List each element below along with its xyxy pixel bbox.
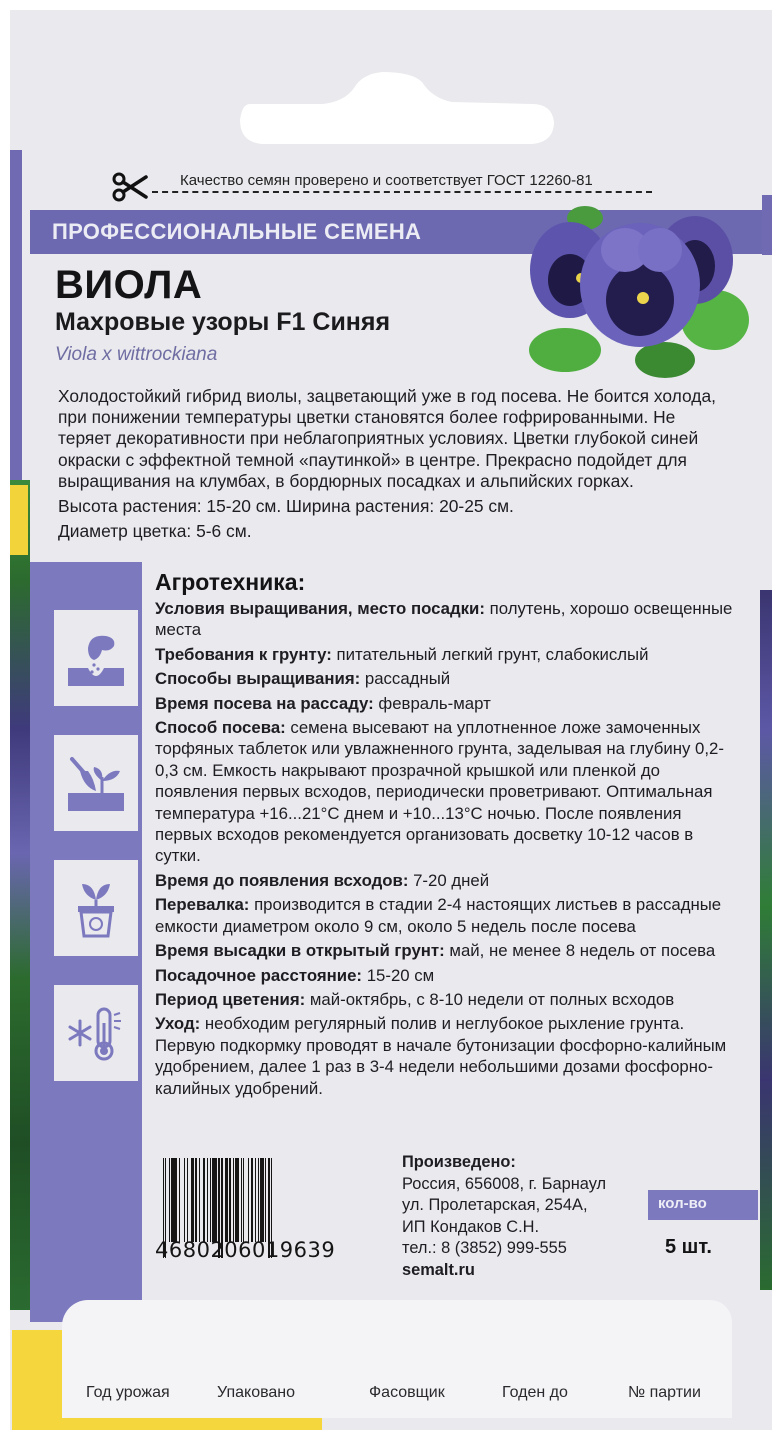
producer-heading: Произведено: — [402, 1153, 516, 1171]
hang-hole — [232, 70, 562, 148]
agro-label: Время посева на рассаду: — [155, 693, 374, 713]
agro-value: производится в стадии 2-4 настоящих листьев в рассадные емкости диаметром около 9 см, около 5 недель после посева — [155, 895, 722, 936]
agro-value: питательный легкий грунт, слабокислый — [336, 644, 649, 664]
right-edge-purple — [762, 195, 772, 255]
agro-value: май, не менее 8 недель от посева — [449, 941, 716, 961]
band-title: ПРОФЕССИОНАЛЬНЫЕ СЕМЕНА — [52, 219, 422, 244]
scissors-icon — [112, 172, 148, 202]
agro-value: 7-20 дней — [413, 870, 490, 890]
best-before-label: Годен до — [502, 1384, 568, 1401]
agro-value: необходим регулярный полив и неглубокое рыхление грунта. Первую подкормку проводят в начале бутонизации фосфорно-калийным удобрением, далее 1 раз в 3-4 недели небольшими дозами фосфорно-калийных удобрений. — [155, 1014, 727, 1098]
agro-value: семена высевают на уплотненное ложе замоченных торфяных таблеток или увлажненного грунта, заделывая на глубину 0,2-0,3 см. Емкость накрывают прозрачной крышкой или пленкой до появления первых всходов, периодически проветривают. Оптимальная температура +16...21°С днем и +10...13°С ночью. После появления первых всходов рекомендуется организовать досветку 10-12 часов в сутки. — [155, 718, 724, 866]
pansy-flower-image — [515, 200, 755, 380]
agro-value: полутень, хорошо освещенные места — [155, 599, 733, 640]
quantity-label: кол-во — [648, 1190, 758, 1220]
agro-row — [155, 644, 735, 665]
agrotechnics-section — [155, 568, 735, 1102]
agro-row — [155, 668, 735, 689]
agro-label: Время высадки в открытый грунт: — [155, 941, 445, 961]
barcode-bars — [163, 1158, 379, 1242]
agro-value: февраль-март — [378, 693, 491, 713]
agro-value: рассадный — [364, 669, 451, 689]
agro-row — [155, 598, 735, 641]
agro-row — [155, 717, 735, 867]
agro-label: Условия выращивания, место посадки: — [155, 599, 485, 618]
cut-line — [112, 170, 652, 200]
producer-website: semalt.ru — [402, 1260, 475, 1279]
product-variety: Махровые узоры F1 Синяя — [55, 308, 391, 336]
packed-label: Упаковано — [217, 1384, 296, 1401]
agro-label: Требования к грунту: — [155, 644, 332, 664]
agro-label: Способы выращивания: — [155, 669, 361, 689]
agro-row — [155, 894, 735, 937]
barcode — [155, 1158, 383, 1270]
producer-phone: тел.: 8 (3852) 999-555 — [402, 1239, 567, 1257]
agro-value: май-октябрь, с 8-10 недели от полных всходов — [309, 989, 675, 1009]
planting-seedling-icon — [54, 735, 138, 831]
cut-dashed-line — [152, 191, 652, 193]
agro-label: Период цветения: — [155, 989, 306, 1009]
agro-label: Посадочное расстояние: — [155, 965, 363, 985]
barcode-number: 4680206019639 — [155, 1238, 336, 1262]
stamp-labels — [62, 1384, 732, 1408]
product-description — [58, 386, 718, 542]
gost-quality-text: Качество семян проверено и соответствует ГОСТ 12260-81 — [180, 172, 593, 189]
quantity-value: 5 шт. — [665, 1236, 712, 1258]
agro-label: Время до появления всходов: — [155, 870, 409, 890]
left-edge-yellow — [10, 485, 28, 555]
agro-row — [155, 1013, 735, 1099]
agro-row — [155, 870, 735, 891]
batch-number-label: № партии — [628, 1384, 701, 1401]
agro-label: Перевалка: — [155, 895, 250, 915]
agrotechnics-heading: Агротехника: — [155, 569, 306, 595]
left-edge-art — [10, 480, 30, 1310]
product-latin-name: Viola x wittrockiana — [55, 344, 218, 365]
packer-label: Фасовщик — [369, 1384, 445, 1401]
harvest-year-label: Год урожая — [86, 1384, 170, 1401]
product-title: ВИОЛА — [55, 263, 203, 307]
left-edge-purple — [10, 150, 22, 480]
frost-thermometer-icon — [54, 985, 138, 1081]
agro-row — [155, 965, 735, 986]
agro-row — [155, 693, 735, 714]
producer-line: ИП Кондаков С.Н. — [402, 1217, 540, 1236]
producer-info — [402, 1152, 606, 1281]
description-text: Холодостойкий гибрид виолы, зацветающий уже в год посева. Не боится холода, при понижении температуры цветки становятся более гофрированными. Не теряет декоративности при неблагоприятных условиях. Цветки глубокой синей окраски с эффектной темной «паутинкой» в центре. Прекрасно подойдет для выращивания на клумбах, в бордюрных посадках и альпийских горках. — [58, 386, 716, 491]
agro-label: Уход: — [155, 1014, 201, 1034]
right-edge-art — [760, 590, 772, 1290]
agro-label: Способ посева: — [155, 718, 286, 738]
agro-row — [155, 940, 735, 961]
producer-line: Россия, 656008, г. Барнаул — [402, 1174, 607, 1193]
agro-row — [155, 989, 735, 1010]
sowing-hand-icon — [54, 610, 138, 706]
agro-value: 15-20 см — [366, 965, 435, 985]
producer-line: ул. Пролетарская, 254А, — [402, 1196, 588, 1214]
plant-size: Высота растения: 15-20 см. Ширина растения: 20-25 см. — [58, 496, 514, 517]
potted-seedling-icon — [54, 860, 138, 956]
flower-diameter: Диаметр цветка: 5-6 см. — [58, 521, 252, 542]
